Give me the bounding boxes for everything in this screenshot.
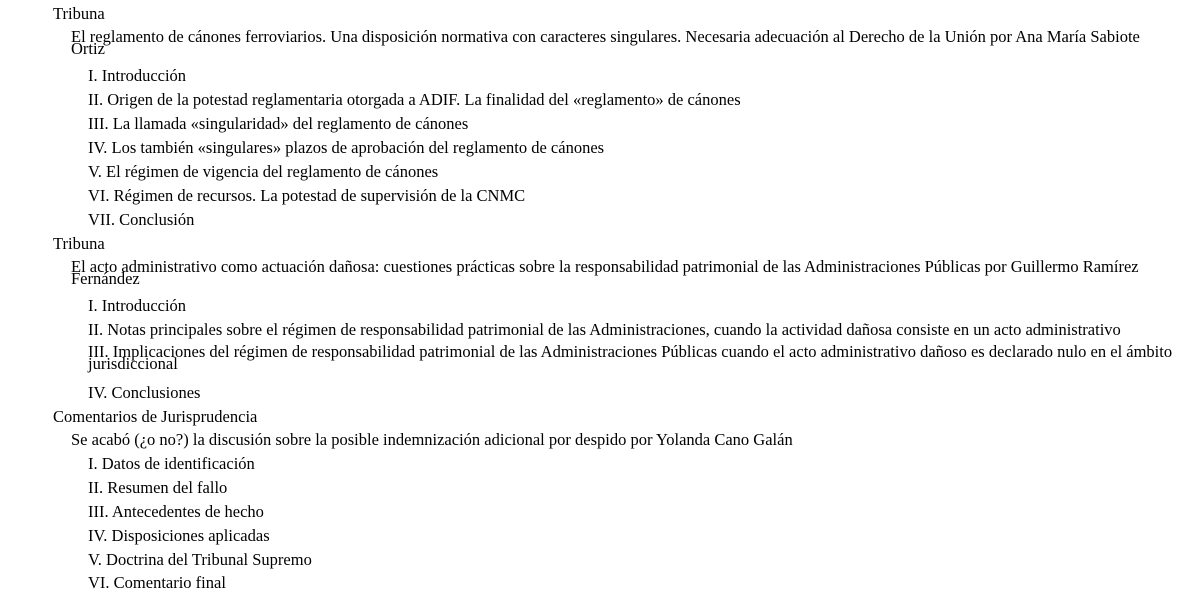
toc-item-link[interactable]: II. Resumen del fallo bbox=[88, 478, 228, 497]
toc-item-link[interactable]: I. Datos de identificación bbox=[88, 454, 255, 473]
toc-item-link[interactable]: I. Introducción bbox=[88, 66, 187, 85]
toc-item-link[interactable]: III. La llamada «singularidad» del reglamento de cánones bbox=[88, 114, 469, 133]
toc-item-link[interactable]: III. Antecedentes de hecho bbox=[88, 502, 264, 521]
toc-item-link[interactable]: V. El régimen de vigencia del reglamento de cánones bbox=[88, 162, 439, 181]
toc-item-link[interactable]: II. Origen de la potestad reglamentaria otorgada a ADIF. La finalidad del «reglamento» de cánones bbox=[88, 90, 741, 109]
toc-item-link[interactable]: V. Doctrina del Tribunal Supremo bbox=[88, 550, 312, 569]
article-title-link[interactable]: Se acabó (¿o no?) la discusión sobre la posible indemnización adicional por despido por Yolanda Cano Galán bbox=[71, 430, 793, 449]
toc-item-link[interactable]: VI. Régimen de recursos. La potestad de supervisión de la CNMC bbox=[88, 186, 526, 205]
toc-item-link[interactable]: IV. Conclusiones bbox=[88, 383, 201, 402]
toc-item-link[interactable]: IV. Disposiciones aplicadas bbox=[88, 526, 270, 545]
toc-item-link[interactable]: I. Introducción bbox=[88, 296, 187, 315]
toc-item-link[interactable]: IV. Los también «singulares» plazos de aprobación del reglamento de cánones bbox=[88, 138, 605, 157]
section-heading: Comentarios de Jurisprudencia bbox=[53, 407, 258, 426]
toc-item-link[interactable]: III. Implicaciones del régimen de responsabilidad patrimonial de las Administraciones Públicas cuando el acto administrativo dañoso es declarado nulo en el ámbito jurisdiccional bbox=[88, 342, 1173, 373]
section-heading: Tribuna bbox=[53, 234, 105, 253]
article-title-link[interactable]: El acto administrativo como actuación dañosa: cuestiones prácticas sobre la responsabilidad patrimonial de las Administraciones Públicas por Guillermo Ramírez Fernández bbox=[71, 257, 1139, 288]
toc-item-link[interactable]: VII. Conclusión bbox=[88, 210, 195, 229]
toc-item-link[interactable]: II. Notas principales sobre el régimen de responsabilidad patrimonial de las Administraciones, cuando la actividad dañosa consiste en un acto administrativo bbox=[88, 320, 1121, 339]
article-title-link[interactable]: El reglamento de cánones ferroviarios. Una disposición normativa con caracteres singulares. Necesaria adecuación al Derecho de la Unión por Ana María Sabiote Ortiz bbox=[71, 27, 1140, 58]
section-heading: Tribuna bbox=[53, 4, 105, 23]
toc-item-link[interactable]: VI. Comentario final bbox=[88, 573, 226, 592]
